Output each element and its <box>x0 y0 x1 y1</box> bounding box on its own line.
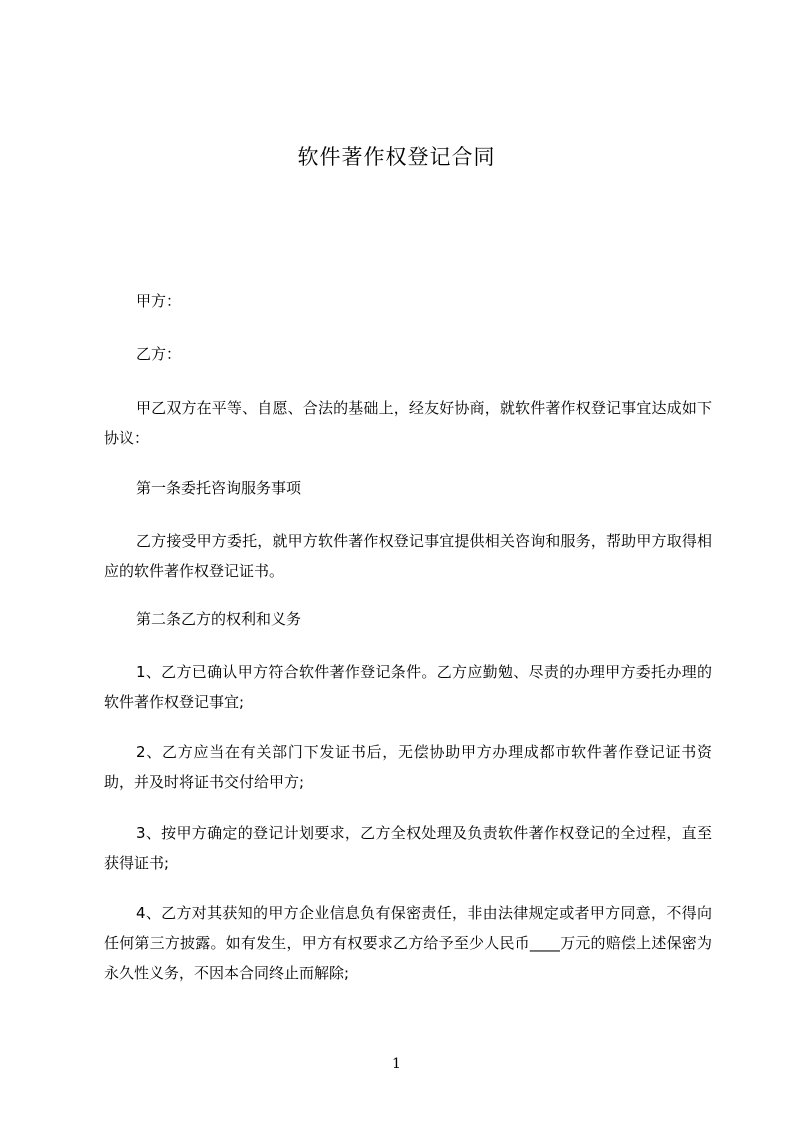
article-2-item-3: 3、按甲方确定的登记计划要求，乙方全权处理及负责软件著作权登记的全过程，直至获得证书; <box>104 824 712 872</box>
article-2-heading: 第二条乙方的权利和义务 <box>136 610 302 628</box>
page-number: 1 <box>392 1056 401 1072</box>
party-a-line: 甲方： <box>136 292 182 310</box>
article-1-heading: 第一条委托咨询服务事项 <box>136 479 302 497</box>
party-b-line: 乙方： <box>136 345 182 363</box>
article-2-item-4: 4、乙方对其获知的甲方企业信息负有保密责任，非由法律规定或者甲方同意，不得向任何第三方披露。如有发生，甲方有权要求乙方给予至少人民币____万元的赔偿上述保密为永久性义务，不因本合同终止而解除; <box>104 904 712 982</box>
article-2-item-2: 2、乙方应当在有关部门下发证书后，无偿协助甲方办理成都市软件著作登记证书资助，并及时将证书交付给甲方; <box>104 743 712 791</box>
document-title: 软件著作权登记合同 <box>297 145 496 169</box>
preamble-paragraph: 甲乙双方在平等、自愿、合法的基础上，经友好协商，就软件著作权登记事宜达成如下协议： <box>104 399 712 447</box>
article-1-body: 乙方接受甲方委托，就甲方软件著作权登记事宜提供相关咨询和服务，帮助甲方取得相应的软件著作权登记证书。 <box>104 532 712 580</box>
article-2-item-1: 1、乙方已确认甲方符合软件著作登记条件。乙方应勤勉、尽责的办理甲方委托办理的软件著作权登记事宜; <box>104 663 712 711</box>
